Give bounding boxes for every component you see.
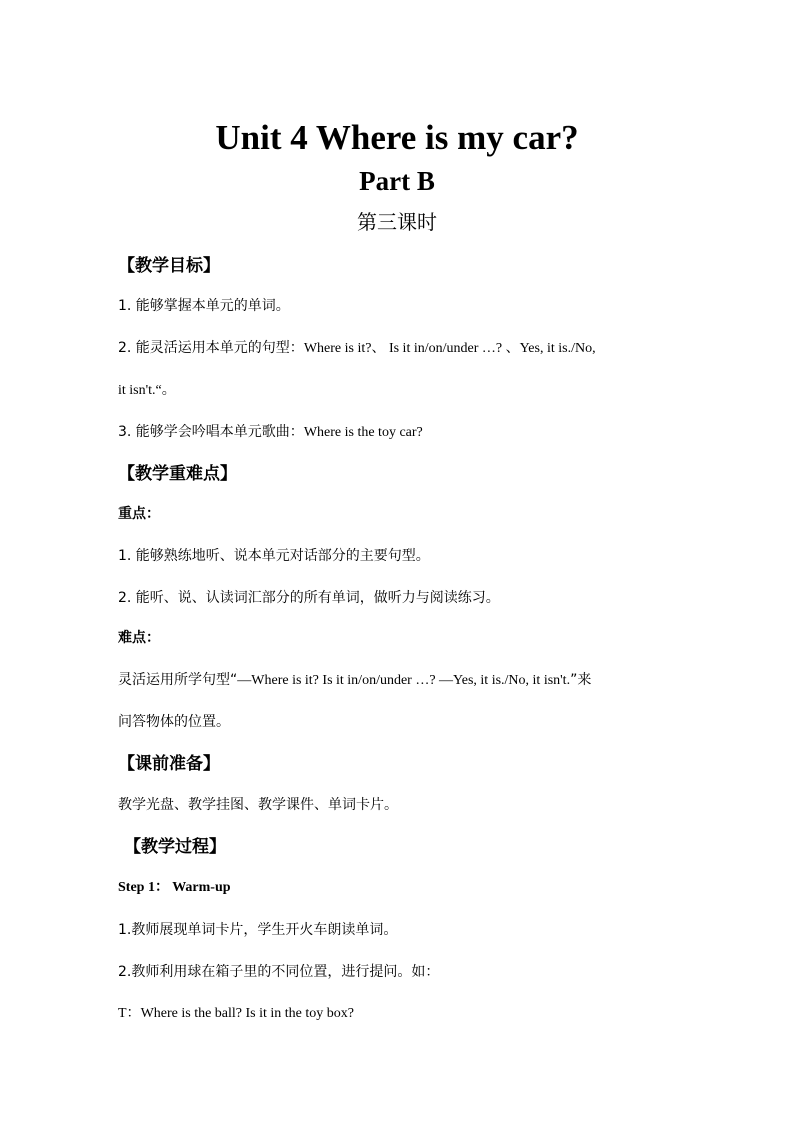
process-line-3 [118,1003,354,1024]
key-points-heading: 【教学重难点】 [118,464,237,484]
difficulty-en: —Where is it? Is it in/on/under …? —Yes, it is./No, it isn't. [237,673,571,688]
preparation-text: 教学光盘、教学挂图、教学课件、单词卡片。 [118,797,398,813]
process-line-1: 1.教师展现单词卡片，学生开火车朗读单词。 [118,922,398,938]
process-line-3-en: Where is the ball? Is it in the toy box? [140,1006,355,1021]
focus-item-1: 1. 能够熟练地听、说本单元对话部分的主要句型。 [118,548,430,564]
difficulty-cn-start: 灵活运用所学句型“ [118,672,238,688]
objective-item-2 [118,338,596,359]
objective-item-3-cn: 3. 能够学会吟唱本单元歌曲： [118,424,304,440]
objective-item-2-continued [118,380,176,401]
document-subtitle: Part B [359,166,435,196]
step-1-title: Step 1： Warm-up [118,880,231,895]
speaker-label: T： [118,1006,141,1021]
focus-item-2: 2. 能听、说、认读词汇部分的所有单词，做听力与阅读练习。 [118,590,500,606]
process-line-2: 2.教师利用球在箱子里的不同位置，进行提问。如： [118,964,440,980]
objective-item-2-en: Where is it?、 Is it in/on/under …? 、Yes, it is./No, [303,341,596,356]
lesson-number: 第三课时 [357,210,437,234]
objective-item-2-cont: it isn't.“。 [118,383,176,398]
objective-item-3-en: Where is the toy car? [303,425,423,440]
focus-label: 重点： [118,506,160,522]
objective-item-3 [118,422,423,443]
difficulty-cn-end: ”来 [570,672,592,688]
process-heading: 【教学过程】 [124,837,226,857]
objectives-heading: 【教学目标】 [118,256,220,276]
difficulty-continued: 问答物体的位置。 [118,714,230,730]
difficulty-text [118,670,591,691]
objective-item-1: 1. 能够掌握本单元的单词。 [118,298,290,314]
difficulty-label: 难点： [118,630,160,646]
document-title: Unit 4 Where is my car? [215,118,579,157]
objective-item-2-cn: 2. 能灵活运用本单元的句型： [118,340,304,356]
preparation-heading: 【课前准备】 [118,754,220,774]
